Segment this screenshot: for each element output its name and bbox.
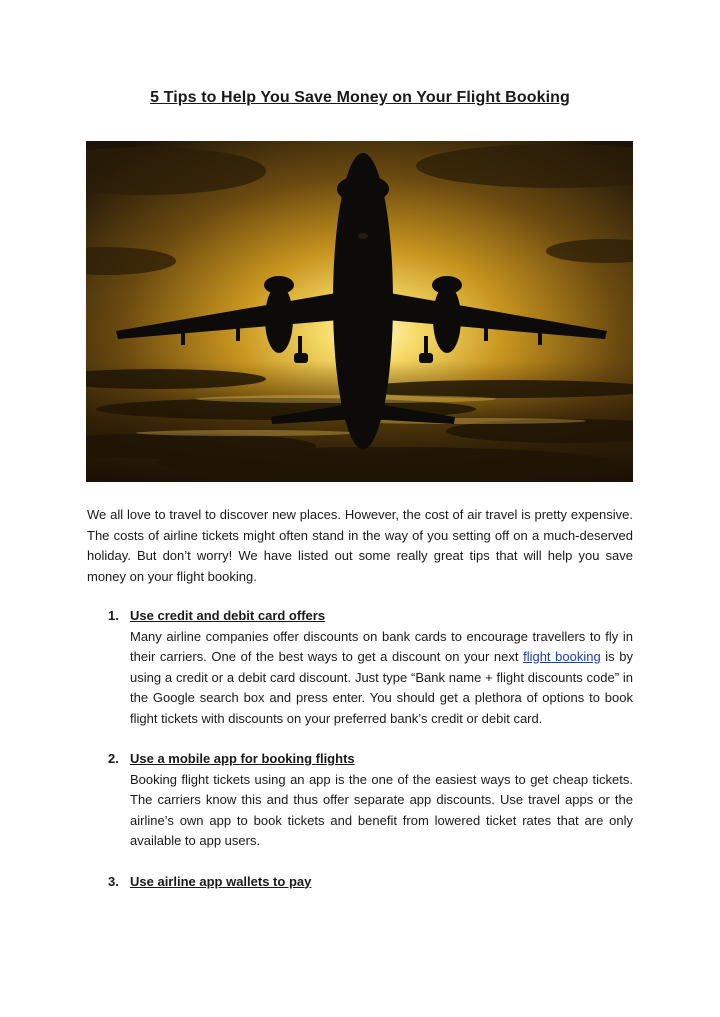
tips-list <box>87 606 633 912</box>
tip-item <box>87 749 633 852</box>
tip-body <box>130 627 633 730</box>
tip-body: Booking flight tickets using an app is the one of the easiest ways to get cheap tickets. The carriers know this and thus offer separate app discounts. Use travel apps or the airline’s own app to book tickets and benefit from lowered ticket rates that are only available to app users. <box>130 771 633 848</box>
tip-heading: Use credit and debit card offers <box>130 608 326 623</box>
airplane-sunset-image <box>86 141 633 482</box>
tip-item <box>87 606 633 729</box>
tip-number: 1. <box>108 608 119 623</box>
tip-heading: Use airline app wallets to pay <box>130 873 312 889</box>
page-title: 5 Tips to Help You Save Money on Your Flight Booking <box>150 89 570 106</box>
flight-booking-link[interactable]: flight booking <box>523 649 601 664</box>
tip-heading: Use a mobile app for booking flights <box>130 751 355 766</box>
tip-body-text: is by using a credit or a debit card discount. Just type “Bank name + flight discounts code” in the Google search box and press enter. You should get a plethora of options to book flight tickets with discounts on your preferred bank’s credit or debit card. <box>130 649 633 726</box>
tip-number: 2. <box>108 751 119 766</box>
intro-paragraph: We all love to travel to discover new places. However, the cost of air travel is pretty expensive. The costs of airline tickets might often stand in the way of you setting off on a much-deserved holiday. But don’t worry! We have listed out some really great tips that will help you save money on your flight booking. <box>87 507 633 584</box>
tip-body-text: Many airline companies offer discounts on bank cards to encourage travellers to fly in their carriers. One of the best ways to get a discount on your next <box>130 628 633 664</box>
tip-item <box>87 872 633 893</box>
tip-number: 3. <box>108 873 119 889</box>
